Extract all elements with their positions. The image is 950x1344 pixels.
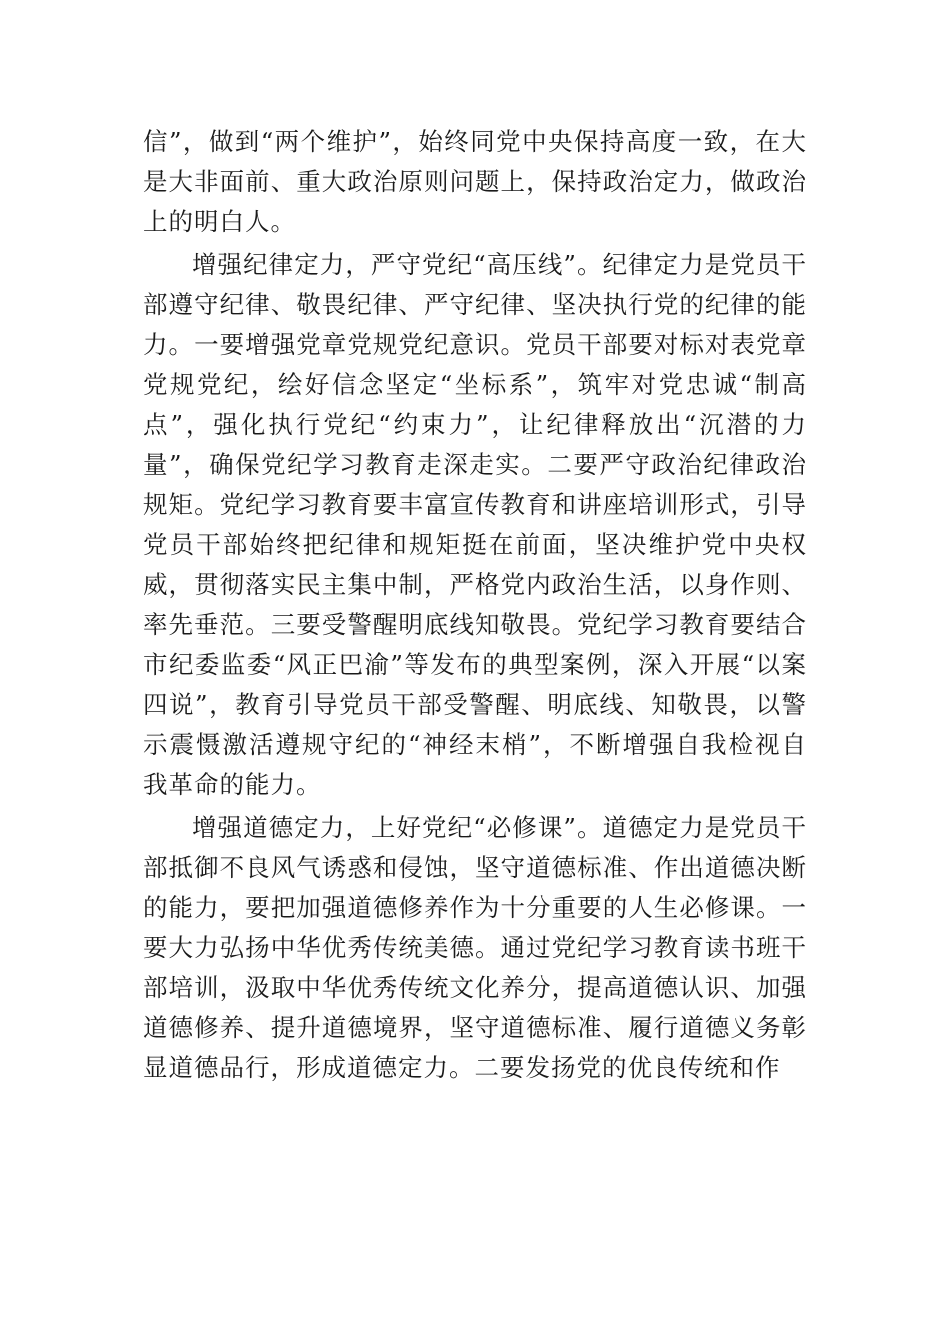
paragraph-discipline: 增强纪律定力，严守党纪“高压线”。纪律定力是党员干部遵守纪律、敬畏纪律、严守纪律、坚决执行党的纪律的能力。一要增强党章党规党纪意识。党员干部要对标对表党章党规党纪，绘好信念坚定“坐标系”，筑牢对党忠诚“制高点”，强化执行党纪“约束力”，让纪律释放出“沉潜的力量”，确保党纪学习教育走深走实。二要严守政治纪律政治规矩。党纪学习教育要丰富宣传教育和讲座培训形式，引导党员干部始终把纪律和规矩挺在前面，坚决维护党中央权威，贯彻落实民主集中制，严格党内政治生活，以身作则、率先垂范。三要受警醒明底线知敬畏。党纪学习教育要结合市纪委监委“风正巴渝”等发布的典型案例，深入开展“以案四说”，教育引导党员干部受警醒、明底线、知敬畏，以警示震慑激活遵规守纪的“神经末梢”，不断增强自我检视自我革命的能力。: [143, 250, 807, 799]
paragraph-continuation: 信”，做到“两个维护”，始终同党中央保持高度一致，在大是大非面前、重大政治原则问题上，保持政治定力，做政治上的明白人。: [143, 127, 807, 236]
paragraph-morality: 增强道德定力，上好党纪“必修课”。道德定力是党员干部抵御不良风气诱惑和侵蚀，坚守道德标准、作出道德决断的能力，要把加强道德修养作为十分重要的人生必修课。一要大力弘扬中华优秀传统美德。通过党纪学习教育读书班干部培训，汲取中华优秀传统文化养分，提高道德认识、加强道德修养、提升道德境界，坚守道德标准、履行道德义务彰显道德品行，形成道德定力。二要发扬党的优良传统和作: [143, 813, 807, 1082]
document-body: [143, 122, 807, 1091]
